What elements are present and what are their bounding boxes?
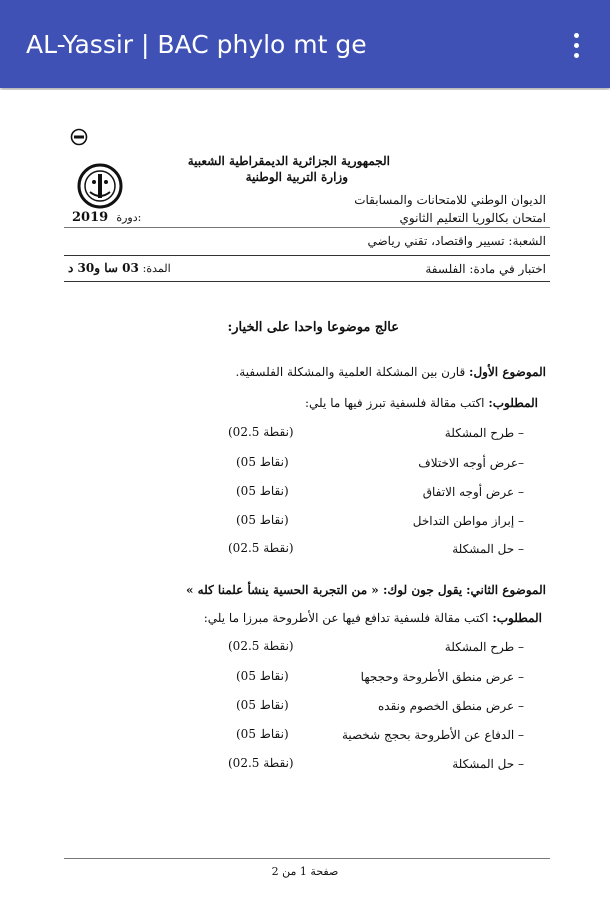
topic2-item-label: – عرض منطق الخصوم ونقده — [377, 699, 524, 713]
instruction-heading: عالج موضوعا واحدا على الخيار: — [227, 320, 399, 335]
office-heading: الديوان الوطني للامتحانات والمسابقات — [354, 193, 546, 207]
topic2-item-label: – حل المشكلة — [452, 757, 524, 771]
republic-heading: الجمهورية الجزائرية الديمقراطية الشعبية — [187, 154, 390, 168]
topic2-item-points: (05 نقاط) — [236, 698, 289, 712]
page-number: صفحة 1 من 2 — [271, 865, 339, 878]
duration-label: المدة: — [142, 262, 171, 275]
topic2-item-points: (05 نقاط) — [236, 669, 289, 683]
topic1-item-label: – إبراز مواطن التداخل — [412, 514, 524, 528]
topic2-item-label: – طرح المشكلة — [444, 640, 524, 654]
topic1-title-label: الموضوع الأول: — [469, 365, 546, 379]
ministry-emblem-icon — [76, 162, 124, 210]
header-divider-3 — [64, 281, 550, 282]
topic1-item-points: (02.5 نقطة) — [228, 425, 294, 439]
stream-heading: الشعبة: تسيير واقتصاد، تقني رياضي — [367, 234, 546, 248]
badge-icon — [70, 128, 88, 146]
duration-row — [68, 261, 171, 275]
more-vert-icon[interactable] — [564, 28, 588, 62]
topic2-item-points: (02.5 نقطة) — [228, 756, 294, 770]
app-title: AL-Yassir | BAC phylo mt ge — [26, 30, 367, 59]
topic2-required — [204, 611, 542, 625]
exam-heading: امتحان بكالوريا التعليم الثانوي — [399, 211, 546, 225]
topic2-item-points: (05 نقاط) — [236, 727, 289, 741]
topic1-required-label: المطلوب: — [488, 396, 538, 410]
topic1-title — [235, 365, 546, 379]
topic2-title-text: يقول جون لوك: « من التجربة الحسية ينشأ علمنا كله » — [185, 583, 463, 597]
topic1-item-points: (05 نقاط) — [236, 513, 289, 527]
topic1-item-label: – طرح المشكلة — [444, 426, 524, 440]
topic2-title — [186, 583, 546, 597]
topic2-item-label: – عرض منطق الأطروحة وحججها — [360, 670, 524, 684]
topic1-item-label: – حل المشكلة — [452, 542, 524, 556]
topic1-item-points: (02.5 نقطة) — [228, 541, 294, 555]
topic1-required — [305, 396, 538, 410]
header-divider-1 — [64, 227, 550, 228]
topic1-item-points: (05 نقاط) — [236, 484, 289, 498]
topic1-required-text: اكتب مقالة فلسفية تبرز فيها ما يلي: — [305, 396, 485, 410]
topic1-title-text: قارن بين المشكلة العلمية والمشكلة الفلسفية. — [235, 365, 466, 379]
duration-value: 03 سا و30 د — [68, 261, 139, 275]
session-row — [72, 210, 141, 225]
session-year: 2019 — [72, 210, 109, 225]
header-divider-2 — [64, 255, 550, 256]
topic2-item-points: (02.5 نقطة) — [228, 639, 294, 653]
session-label: دورة: — [116, 211, 142, 224]
topic2-required-text: اكتب مقالة فلسفية تدافع فيها عن الأطروحة مبرزا ما يلي: — [203, 611, 489, 625]
ministry-heading: وزارة التربية الوطنية — [245, 170, 348, 184]
topic2-title-label: الموضوع الثاني: — [466, 583, 546, 597]
footer-divider — [64, 858, 550, 859]
topic2-required-label: المطلوب: — [492, 611, 542, 625]
subject-heading: اختبار في مادة: الفلسفة — [425, 262, 546, 276]
topic2-item-label: – الدفاع عن الأطروحة بحجج شخصية — [341, 728, 524, 742]
topic1-item-points: (05 نقاط) — [236, 455, 289, 469]
topic1-item-label: – عرض أوجه الاتفاق — [422, 485, 524, 499]
topic1-item-label: –عرض أوجه الاختلاف — [418, 456, 524, 470]
app-bar — [0, 0, 610, 88]
